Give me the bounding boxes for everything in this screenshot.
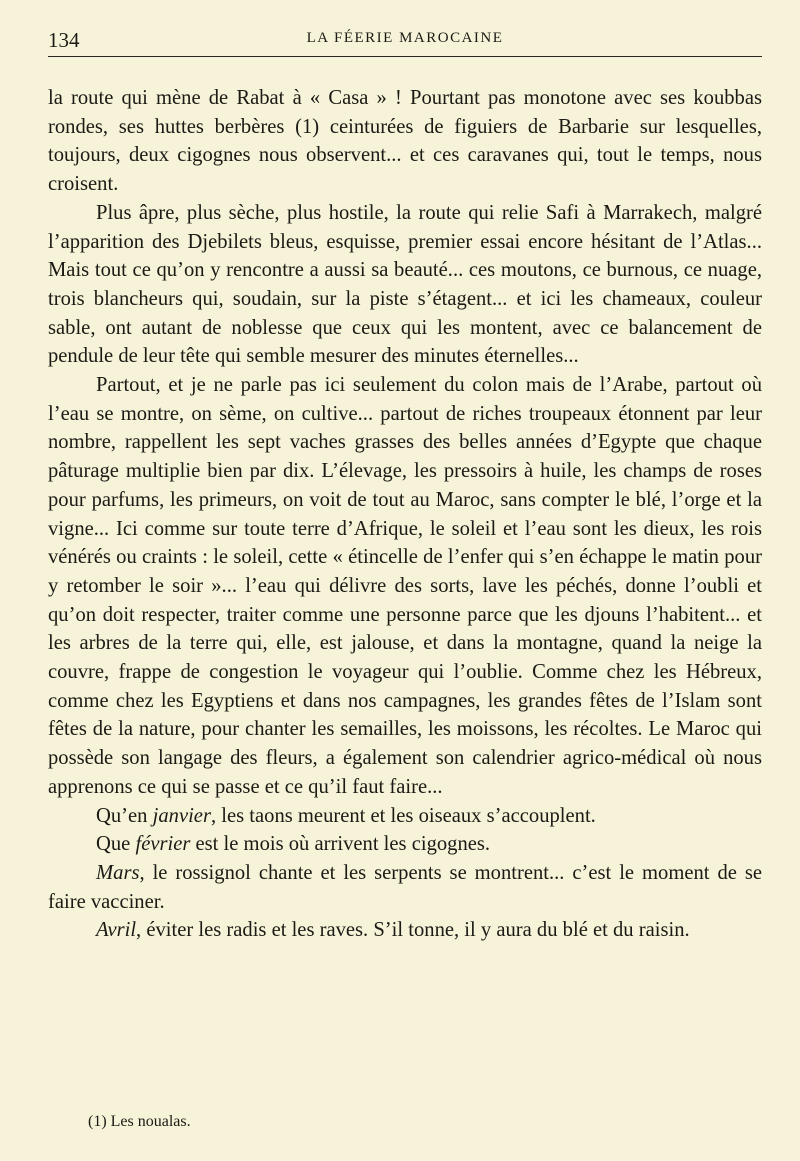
month-february: février xyxy=(135,833,191,856)
month-march: Mars xyxy=(96,861,140,884)
march-text: , le rossignol chante et les serpents se montrent... c’est le moment de se faire vacciner. xyxy=(48,861,762,913)
month-january: janvier xyxy=(152,804,211,827)
footnote: (1) Les noualas. xyxy=(88,1113,191,1130)
paragraph-february xyxy=(48,830,762,859)
paragraph-march xyxy=(48,859,762,916)
february-lead: Que xyxy=(96,833,136,856)
january-lead: Qu’en xyxy=(96,804,153,827)
month-april: Avril xyxy=(96,919,137,942)
body-text xyxy=(48,84,762,945)
paragraph-april xyxy=(48,916,762,945)
paragraph-january xyxy=(48,802,762,831)
april-text: , éviter les radis et les raves. S’il tonne, il y aura du blé et du raisin. xyxy=(136,919,690,942)
paragraph-3: Partout, et je ne parle pas ici seulement du colon mais de l’Arabe, partout où l’eau se montre, on sème, on cultive... partout de riches troupeaux étonnent par leur nombre, rappellent les sept vaches grasses des belles années d’Egypte que chaque pâturage multiplie bien par dix. L’élevage, les pressoirs à huile, les champs de roses pour parfums, les primeurs, on voit de tout au Maroc, sans compter le blé, l’orge et la vigne... Ici comme sur toute terre d’Afrique, le soleil et l’eau sont les dieux, les rois vénérés ou craints : le soleil, cette « étincelle de l’enfer qui s’en échappe le matin pour y retomber le soir »... l’eau qui délivre des sorts, lave les péchés, donne l’oubli et qu’on doit respecter, traiter comme une personne parce que les djouns l’habitent... et les arbres de la terre qui, elle, est jalouse, et dans la montagne, quand la neige la couvre, frappe de congestion le voyageur qui l’oublie. Comme chez les Hébreux, comme chez les Egyptiens et dans nos campagnes, les grandes fêtes de l’Islam sont fêtes de la nature, pour chanter les semailles, les moissons, les récoltes. Le Maroc qui possède son langage des fleurs, a également son calendrier agrico-médical où nous apprenons ce qui se passe et ce qu’il faut faire... xyxy=(48,374,762,798)
page-header xyxy=(48,26,762,57)
january-text: , les taons meurent et les oiseaux s’accouplent. xyxy=(210,804,596,827)
paragraph-1: la route qui mène de Rabat à « Casa » ! Pourtant pas monotone avec ses koubbas rondes, ses huttes berbères (1) ceinturées de figuiers de Barbarie sur lesquelles, toujours, deux cigognes nous observent... et ces caravanes qui, tout le temps, nous croisent. xyxy=(48,87,762,196)
page-number: 134 xyxy=(48,28,80,52)
paragraph-2: Plus âpre, plus sèche, plus hostile, la route qui relie Safi à Marrakech, malgré l’apparition des Djebilets bleus, esquisse, premier essai encore hésitant de l’Atlas... Mais tout ce qu’on y rencontre a aussi sa beauté... ces moutons, ce burnous, ce nuage, trois blancheurs qui, soudain, sur la piste s’étagent... et ici les chameaux, couleur sable, ont autant de noblesse que ceux qui les montent, avec ce balancement de pendule de leur tête qui semble mesurer des minutes éternelles... xyxy=(48,201,762,368)
february-text: est le mois où arrivent les cigognes. xyxy=(190,833,491,856)
running-title: LA FÉERIE MAROCAINE xyxy=(306,30,504,46)
